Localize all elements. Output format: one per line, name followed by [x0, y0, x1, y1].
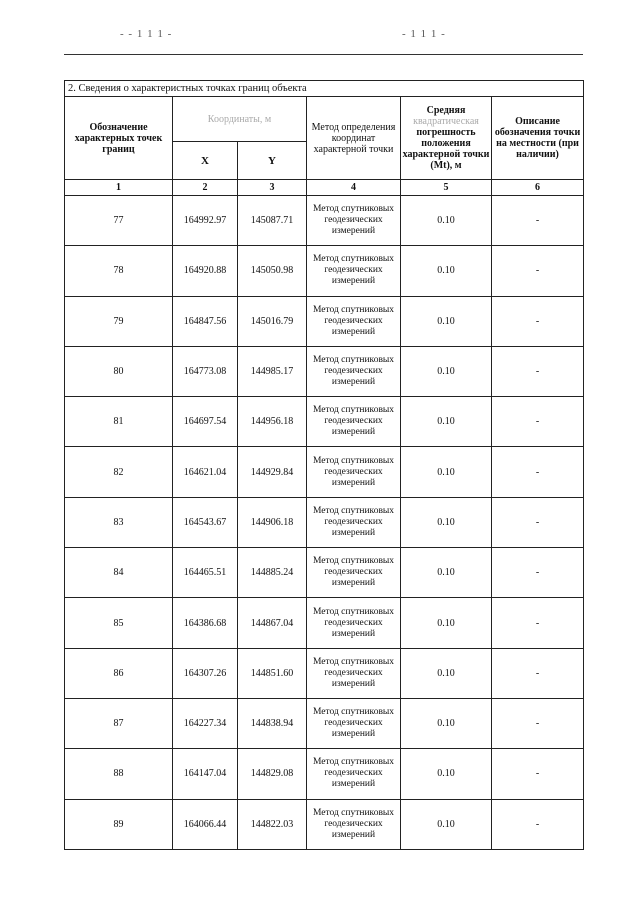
header-point-description: Описание обозначения точки на местности (при наличии) [492, 97, 584, 180]
method-cell: Метод спутниковых геодезических измерений [307, 246, 401, 296]
column-number-5: 5 [401, 180, 492, 196]
x-cell: 164773.08 [173, 346, 238, 396]
method-cell: Метод спутниковых геодезических измерений [307, 648, 401, 698]
header-method: Метод определения координат характерной точки [307, 97, 401, 180]
table-row [65, 196, 584, 246]
desc-cell: - [492, 548, 584, 598]
table-row [65, 497, 584, 547]
header-mean-error-rest: погрешность положения характерной точки (Mt), м [402, 127, 490, 171]
header-coordinates-group: Координаты, м [173, 97, 307, 142]
x-cell: 164227.34 [173, 698, 238, 748]
y-cell: 145050.98 [238, 246, 307, 296]
section-title: 2. Сведения о характеристных точках границ объекта [65, 81, 584, 97]
table-row [65, 598, 584, 648]
point-cell: 77 [65, 196, 173, 246]
mt-cell: 0.10 [401, 749, 492, 799]
desc-cell: - [492, 648, 584, 698]
header-x: X [173, 142, 238, 180]
x-cell: 164386.68 [173, 598, 238, 648]
method-cell: Метод спутниковых геодезических измерений [307, 598, 401, 648]
desc-cell: - [492, 749, 584, 799]
mt-cell: 0.10 [401, 196, 492, 246]
desc-cell: - [492, 296, 584, 346]
desc-cell: - [492, 598, 584, 648]
table-row [65, 648, 584, 698]
point-cell: 80 [65, 346, 173, 396]
method-cell: Метод спутниковых геодезических измерений [307, 497, 401, 547]
header-rule [64, 54, 583, 55]
x-cell: 164543.67 [173, 497, 238, 547]
x-cell: 164066.44 [173, 799, 238, 849]
column-number-2: 2 [173, 180, 238, 196]
mt-cell: 0.10 [401, 648, 492, 698]
point-cell: 78 [65, 246, 173, 296]
mt-cell: 0.10 [401, 397, 492, 447]
column-number-3: 3 [238, 180, 307, 196]
table-row [65, 698, 584, 748]
table-row [65, 447, 584, 497]
boundary-points-table [64, 80, 584, 850]
table-row [65, 799, 584, 849]
header-y: Y [238, 142, 307, 180]
column-number-4: 4 [307, 180, 401, 196]
mt-cell: 0.10 [401, 346, 492, 396]
mt-cell: 0.10 [401, 598, 492, 648]
x-cell: 164307.26 [173, 648, 238, 698]
point-cell: 79 [65, 296, 173, 346]
mt-cell: 0.10 [401, 447, 492, 497]
table-row [65, 749, 584, 799]
x-cell: 164697.54 [173, 397, 238, 447]
desc-cell: - [492, 196, 584, 246]
desc-cell: - [492, 698, 584, 748]
y-cell: 144851.60 [238, 648, 307, 698]
y-cell: 144929.84 [238, 447, 307, 497]
point-cell: 82 [65, 447, 173, 497]
desc-cell: - [492, 246, 584, 296]
y-cell: 144885.24 [238, 548, 307, 598]
y-cell: 144906.18 [238, 497, 307, 547]
table-row [65, 296, 584, 346]
y-cell: 144985.17 [238, 346, 307, 396]
table-row [65, 548, 584, 598]
mt-cell: 0.10 [401, 548, 492, 598]
point-cell: 86 [65, 648, 173, 698]
y-cell: 145087.71 [238, 196, 307, 246]
column-number-1: 1 [65, 180, 173, 196]
point-cell: 83 [65, 497, 173, 547]
point-cell: 87 [65, 698, 173, 748]
y-cell: 145016.79 [238, 296, 307, 346]
table-row [65, 397, 584, 447]
header-mean-error-top: Средняя [426, 105, 466, 116]
y-cell: 144822.03 [238, 799, 307, 849]
table-body [65, 196, 584, 850]
desc-cell: - [492, 397, 584, 447]
point-cell: 88 [65, 749, 173, 799]
y-cell: 144829.08 [238, 749, 307, 799]
method-cell: Метод спутниковых геодезических измерений [307, 749, 401, 799]
header-mean-error-faded: квадратическая [413, 116, 479, 127]
mt-cell: 0.10 [401, 698, 492, 748]
y-cell: 144867.04 [238, 598, 307, 648]
mt-cell: 0.10 [401, 497, 492, 547]
method-cell: Метод спутниковых геодезических измерений [307, 698, 401, 748]
x-cell: 164992.97 [173, 196, 238, 246]
mt-cell: 0.10 [401, 246, 492, 296]
x-cell: 164920.88 [173, 246, 238, 296]
page-header-mark-left: - - 1 1 1 - [120, 28, 173, 40]
method-cell: Метод спутниковых геодезических измерений [307, 799, 401, 849]
point-cell: 81 [65, 397, 173, 447]
method-cell: Метод спутниковых геодезических измерений [307, 447, 401, 497]
page-header-mark-right: - 1 1 1 - [402, 28, 446, 40]
x-cell: 164147.04 [173, 749, 238, 799]
x-cell: 164847.56 [173, 296, 238, 346]
mt-cell: 0.10 [401, 296, 492, 346]
desc-cell: - [492, 497, 584, 547]
point-cell: 84 [65, 548, 173, 598]
point-cell: 89 [65, 799, 173, 849]
point-cell: 85 [65, 598, 173, 648]
table-row [65, 246, 584, 296]
x-cell: 164621.04 [173, 447, 238, 497]
desc-cell: - [492, 799, 584, 849]
desc-cell: - [492, 447, 584, 497]
method-cell: Метод спутниковых геодезических измерений [307, 196, 401, 246]
method-cell: Метод спутниковых геодезических измерений [307, 296, 401, 346]
y-cell: 144956.18 [238, 397, 307, 447]
header-point-designation: Обозначение характерных точек границ [65, 97, 173, 180]
y-cell: 144838.94 [238, 698, 307, 748]
mt-cell: 0.10 [401, 799, 492, 849]
method-cell: Метод спутниковых геодезических измерений [307, 548, 401, 598]
method-cell: Метод спутниковых геодезических измерений [307, 397, 401, 447]
table-row [65, 346, 584, 396]
header-mean-error [401, 97, 492, 180]
method-cell: Метод спутниковых геодезических измерений [307, 346, 401, 396]
column-number-6: 6 [492, 180, 584, 196]
desc-cell: - [492, 346, 584, 396]
x-cell: 164465.51 [173, 548, 238, 598]
